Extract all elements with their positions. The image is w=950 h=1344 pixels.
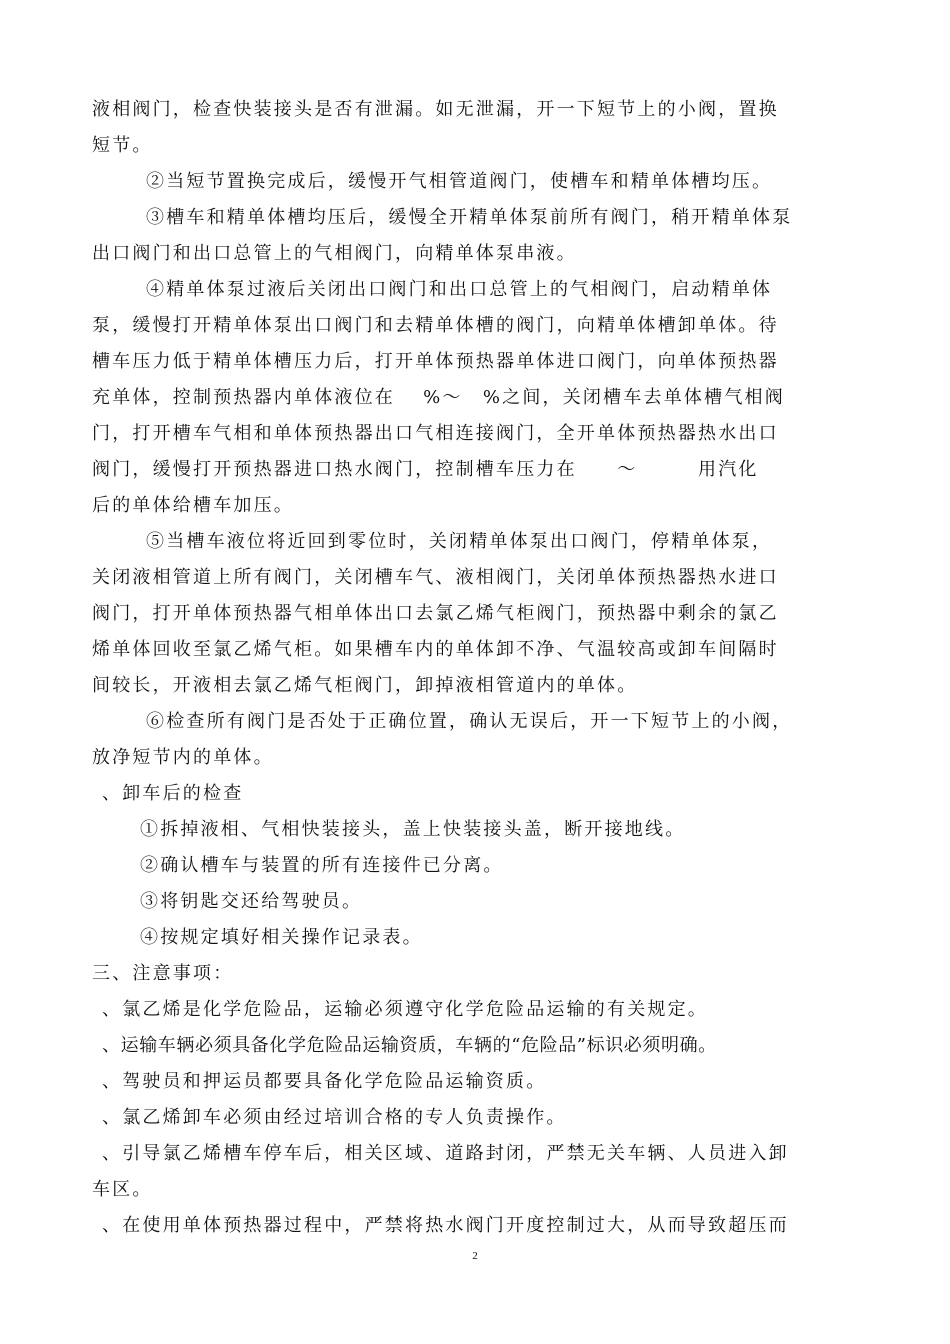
list-item: ①拆掉液相、气相快装接头，盖上快装接头盖，断开接地线。	[140, 819, 686, 840]
paragraph-line: ④精单体泵过液后关闭出口阀门和出口总管上的气相阀门，启动精单体	[146, 279, 773, 300]
paragraph-line: 液相阀门，检查快装接头是否有泄漏。如无泄漏，开一下短节上的小阀，置换	[92, 99, 779, 120]
paragraph-line: ⑥检查所有阀门是否处于正确位置，确认无误后，开一下短节上的小阀，	[146, 711, 793, 732]
paragraph-line: 烯单体回收至氯乙烯气柜。如果槽车内的单体卸不净、气温较高或卸车间隔时	[92, 639, 779, 660]
paragraph-line: 关闭液相管道上所有阀门，关闭槽车气、液相阀门，关闭单体预热器热水进口	[92, 567, 779, 588]
paragraph-line: 泵，缓慢打开精单体泵出口阀门和去精单体槽的阀门，向精单体槽卸单体。待	[92, 315, 779, 336]
paragraph-line: 后的单体给槽车加压。	[92, 495, 294, 516]
page-number: 2	[472, 1250, 478, 1262]
list-item: ④按规定填好相关操作记录表。	[140, 927, 423, 948]
paragraph-line: 出口阀门和出口总管上的气相阀门，向精单体泵串液。	[92, 243, 577, 264]
list-item: 、在使用单体预热器过程中，严禁将热水阀门开度控制过大，从而导致超压而	[102, 1215, 789, 1236]
paragraph-line: 车区。	[92, 1179, 153, 1200]
paragraph-line: 阀门，打开单体预热器气相单体出口去氯乙烯气柜阀门，预热器中剩余的氯乙	[92, 603, 779, 624]
paragraph-line: ⑤当槽车液位将近回到零位时，关闭精单体泵出口阀门，停精单体泵，	[146, 531, 773, 552]
list-item: 、驾驶员和押运员都要具备化学危险品运输资质。	[102, 1071, 547, 1092]
paragraph-line: 门，打开槽车气相和单体预热器出口气相连接阀门，全开单体预热器热水出口	[92, 423, 779, 444]
list-item: ②确认槽车与装置的所有连接件已分离。	[140, 855, 504, 876]
paragraph-line: 充单体，控制预热器内单体液位在 %～ %之间，关闭槽车去单体槽气相阀	[92, 387, 785, 408]
list-item: 、氯乙烯是化学危险品，运输必须遵守化学危险品运输的有关规定。	[102, 999, 708, 1020]
paragraph-line: ②当短节置换完成后，缓慢开气相管道阀门，使槽车和精单体槽均压。	[146, 171, 773, 192]
paragraph-line: 槽车压力低于精单体槽压力后，打开单体预热器单体进口阀门，向单体预热器	[92, 351, 779, 372]
paragraph-line: ③槽车和精单体槽均压后，缓慢全开精单体泵前所有阀门，稍开精单体泵	[146, 207, 793, 228]
paragraph-line: 间较长，开液相去氯乙烯气柜阀门，卸掉液相管道内的单体。	[92, 675, 638, 696]
list-item: 、引导氯乙烯槽车停车后，相关区域、道路封闭，严禁无关车辆、人员进入卸	[102, 1143, 789, 1164]
section-heading: 、卸车后的检查	[102, 783, 244, 804]
paragraph-line: 放净短节内的单体。	[92, 747, 274, 768]
list-item: 、运输车辆必须具备化学危险品运输资质，车辆的“危险品”标识必须明确。	[102, 1035, 717, 1056]
list-item: 、氯乙烯卸车必须由经过培训合格的专人负责操作。	[102, 1107, 567, 1128]
list-item: ③将钥匙交还给驾驶员。	[140, 891, 363, 912]
paragraph-line: 阀门，缓慢打开预热器进口热水阀门，控制槽车压力在 ～ 用汽化	[92, 459, 759, 480]
paragraph-line: 短节。	[92, 135, 153, 156]
section-heading: 三、注意事项：	[92, 963, 234, 984]
document-body	[92, 92, 852, 1244]
